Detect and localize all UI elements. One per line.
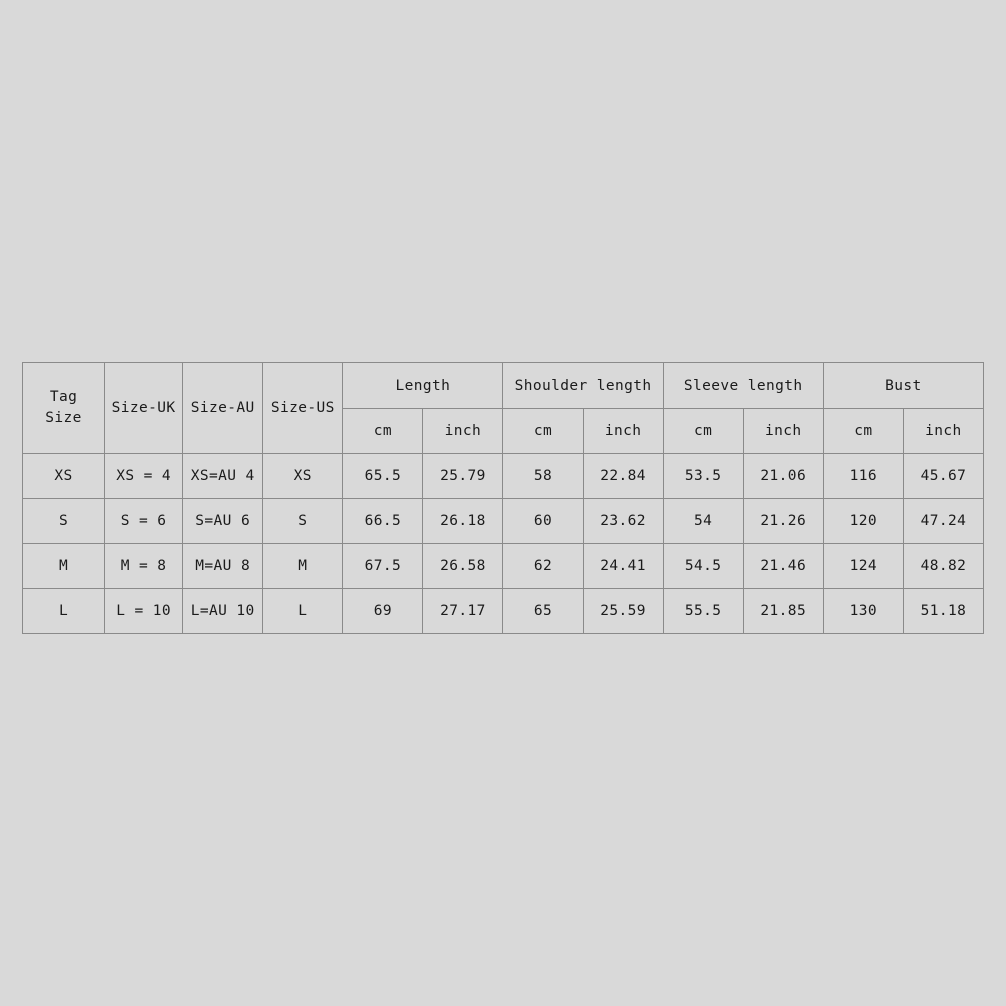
cell-shoulder-cm: 65 [503,589,583,634]
cell-size-au: L=AU 10 [183,589,263,634]
header-size-au: Size-AU [183,363,263,454]
header-length-inch: inch [423,409,503,454]
cell-bust-cm: 116 [823,454,903,499]
header-bust-cm: cm [823,409,903,454]
header-tag-size-line2: Size [45,410,82,426]
header-group-sleeve-length: Sleeve length [663,363,823,409]
cell-bust-cm: 124 [823,544,903,589]
cell-tag-size: M [23,544,105,589]
cell-size-uk: XS = 4 [105,454,183,499]
cell-size-au: XS=AU 4 [183,454,263,499]
header-tag-size-line1: Tag [49,388,78,405]
cell-length-cm: 65.5 [343,454,423,499]
header-tag-size [23,363,105,454]
cell-sleeve-cm: 54.5 [663,544,743,589]
cell-length-inch: 26.58 [423,544,503,589]
cell-bust-cm: 130 [823,589,903,634]
cell-size-au: S=AU 6 [183,499,263,544]
cell-length-inch: 27.17 [423,589,503,634]
table-header [23,363,984,454]
header-bust-inch: inch [903,409,983,454]
cell-bust-cm: 120 [823,499,903,544]
cell-shoulder-cm: 58 [503,454,583,499]
size-chart-table [22,362,984,634]
cell-shoulder-inch: 24.41 [583,544,663,589]
cell-shoulder-inch: 22.84 [583,454,663,499]
cell-sleeve-inch: 21.06 [743,454,823,499]
cell-sleeve-cm: 54 [663,499,743,544]
size-chart-container [22,362,984,634]
cell-size-uk: S = 6 [105,499,183,544]
header-length-cm: cm [343,409,423,454]
header-sleeve-inch: inch [743,409,823,454]
cell-size-au: M=AU 8 [183,544,263,589]
cell-tag-size: S [23,499,105,544]
table-body [23,454,984,634]
header-shoulder-inch: inch [583,409,663,454]
cell-length-cm: 69 [343,589,423,634]
table-row [23,544,984,589]
cell-tag-size: L [23,589,105,634]
cell-bust-inch: 47.24 [903,499,983,544]
cell-size-us: XS [263,454,343,499]
header-shoulder-cm: cm [503,409,583,454]
cell-shoulder-inch: 25.59 [583,589,663,634]
cell-shoulder-cm: 60 [503,499,583,544]
header-group-shoulder-length: Shoulder length [503,363,663,409]
cell-size-uk: M = 8 [105,544,183,589]
cell-length-inch: 25.79 [423,454,503,499]
cell-sleeve-cm: 55.5 [663,589,743,634]
cell-sleeve-inch: 21.85 [743,589,823,634]
table-row [23,499,984,544]
header-size-uk: Size-UK [105,363,183,454]
cell-bust-inch: 45.67 [903,454,983,499]
cell-tag-size: XS [23,454,105,499]
cell-length-cm: 67.5 [343,544,423,589]
cell-bust-inch: 48.82 [903,544,983,589]
cell-shoulder-inch: 23.62 [583,499,663,544]
cell-size-us: M [263,544,343,589]
header-group-length: Length [343,363,503,409]
cell-bust-inch: 51.18 [903,589,983,634]
header-row-groups [23,363,984,409]
cell-length-cm: 66.5 [343,499,423,544]
cell-length-inch: 26.18 [423,499,503,544]
header-group-bust: Bust [823,363,983,409]
cell-sleeve-inch: 21.46 [743,544,823,589]
cell-shoulder-cm: 62 [503,544,583,589]
table-row [23,589,984,634]
cell-sleeve-cm: 53.5 [663,454,743,499]
cell-sleeve-inch: 21.26 [743,499,823,544]
cell-size-us: L [263,589,343,634]
header-size-us: Size-US [263,363,343,454]
header-sleeve-cm: cm [663,409,743,454]
cell-size-uk: L = 10 [105,589,183,634]
cell-size-us: S [263,499,343,544]
table-row [23,454,984,499]
